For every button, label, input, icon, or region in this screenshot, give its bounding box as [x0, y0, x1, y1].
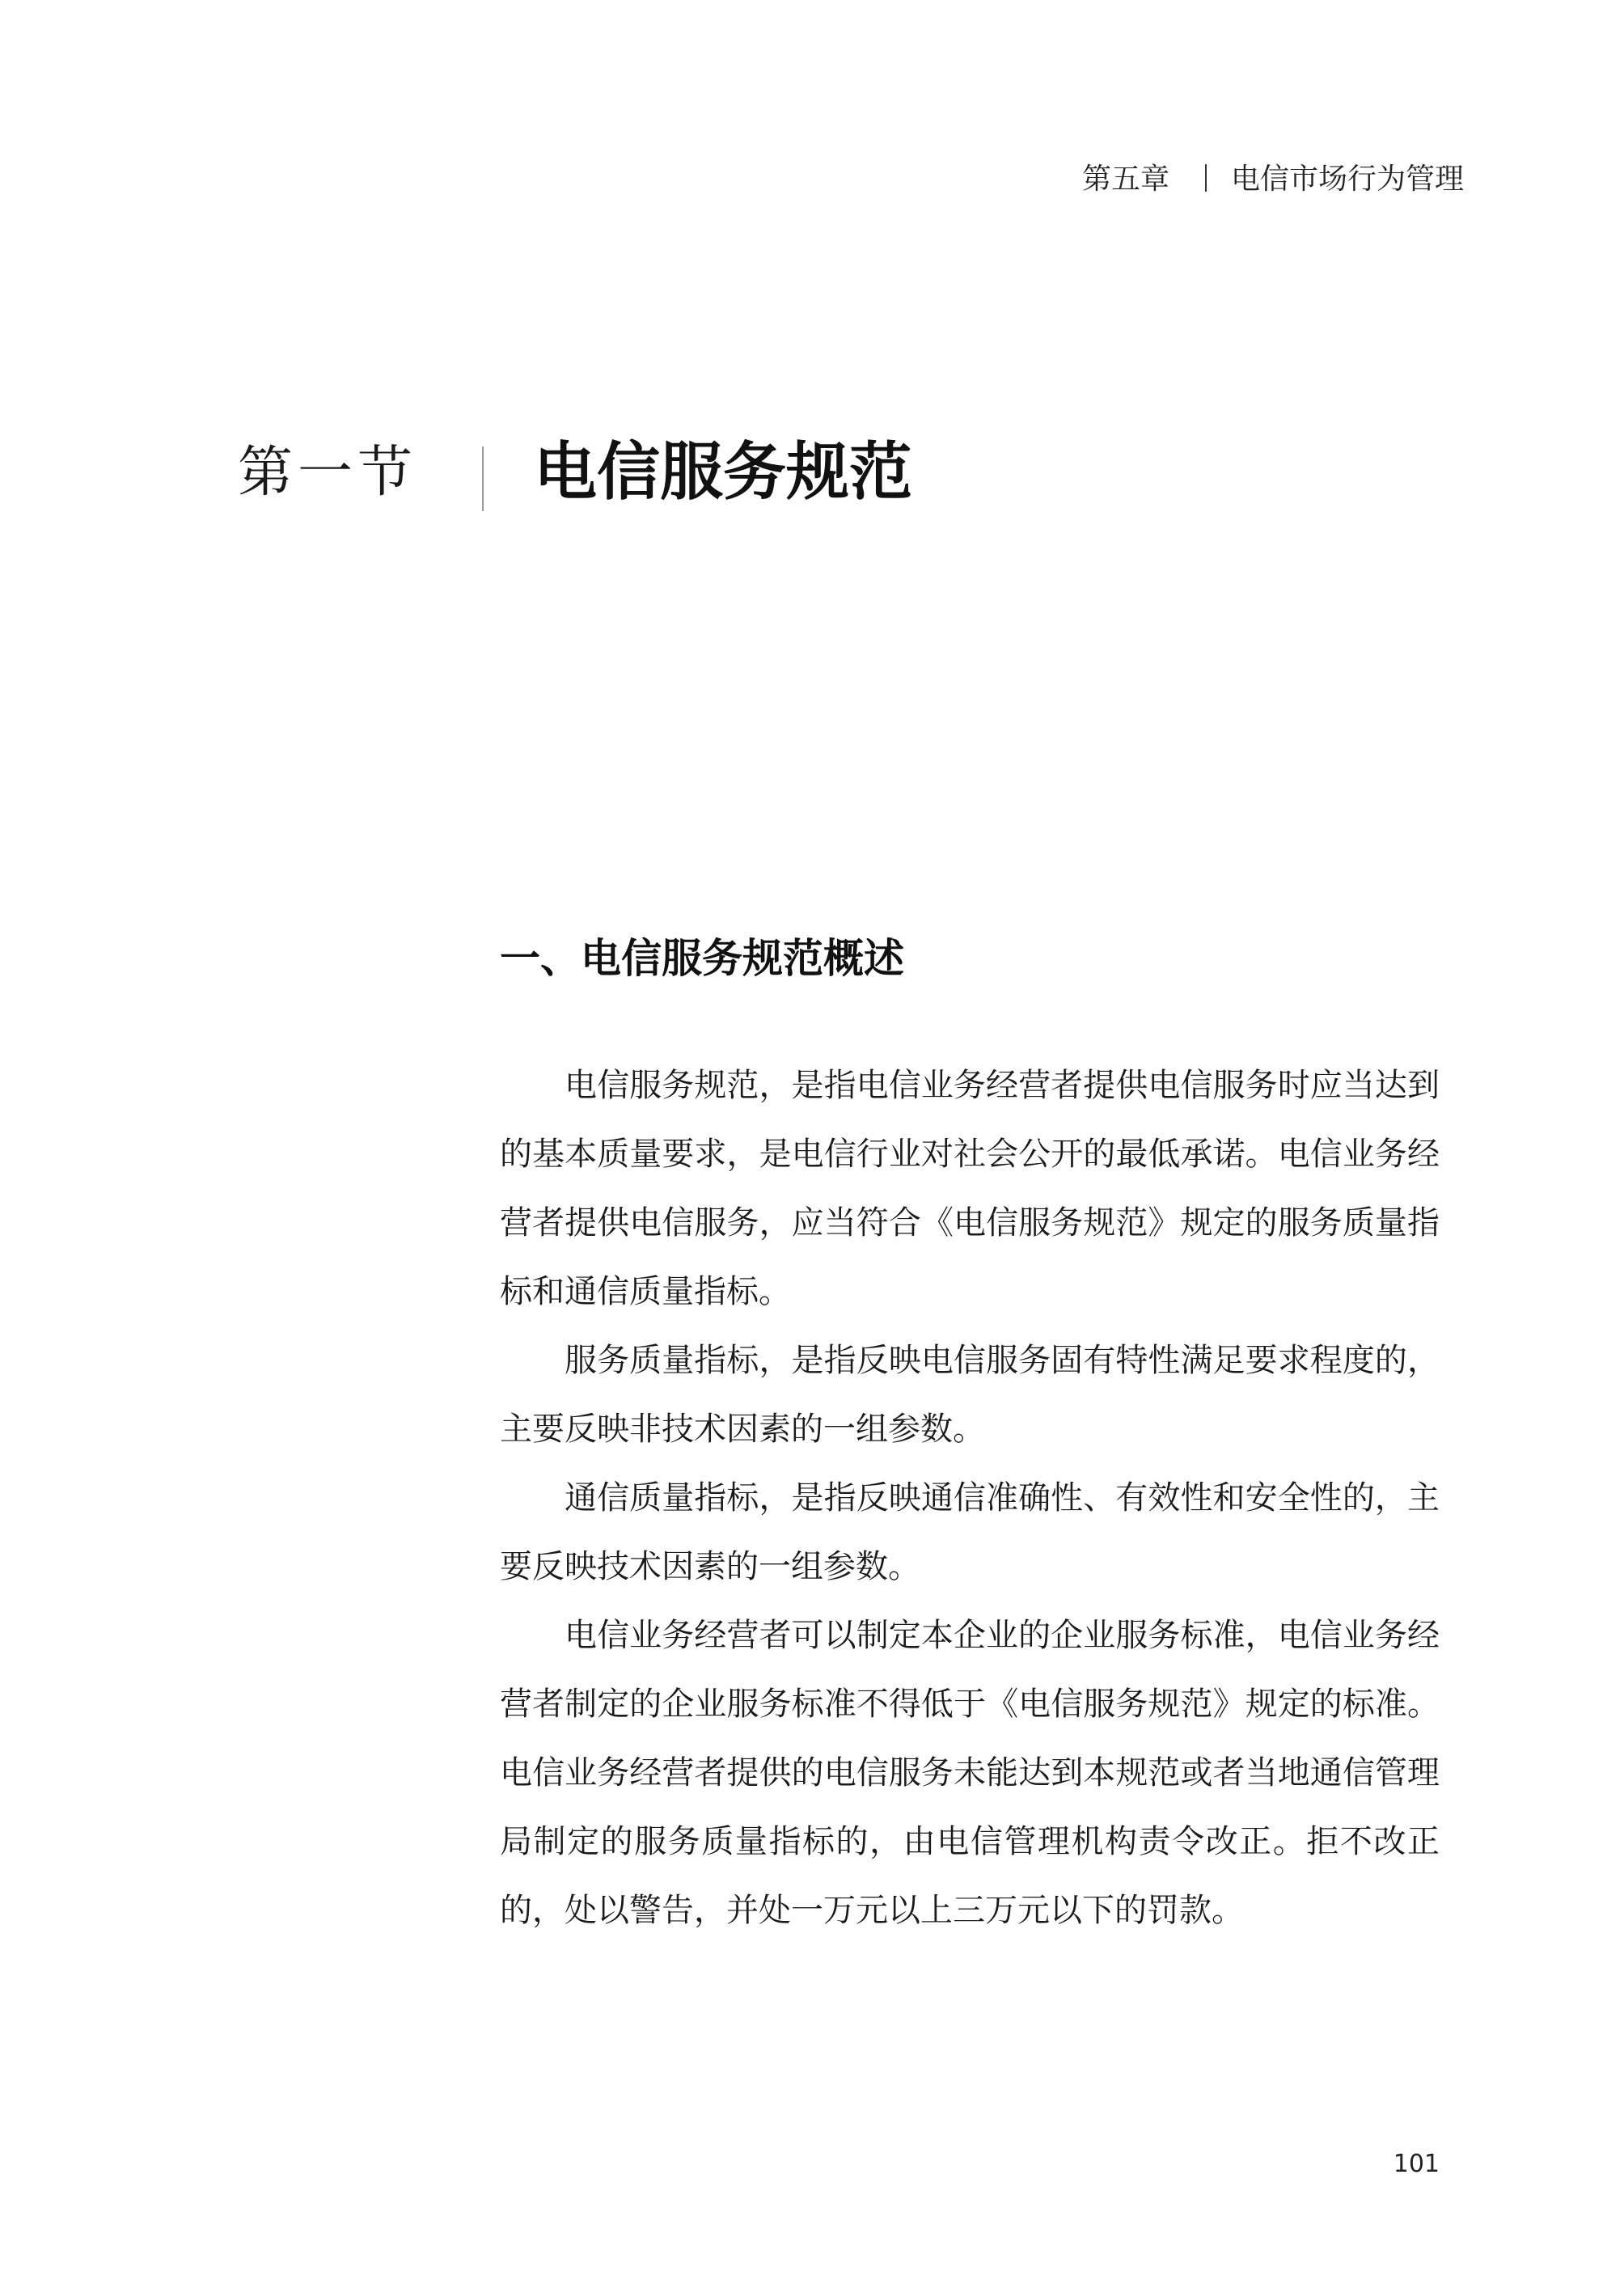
subsection-heading: 一、电信服务规范概述	[500, 934, 904, 982]
section-title: 电信服务规范	[534, 436, 913, 509]
running-header-divider	[1205, 164, 1207, 192]
page-number: 101	[1393, 2150, 1440, 2178]
paragraph: 通信质量指标，是指反映通信准确性、有效性和安全性的，主要反映技术因素的一组参数。	[500, 1479, 1440, 1585]
section-number: 第一节	[238, 441, 418, 505]
running-header	[1082, 159, 1464, 201]
body-text	[500, 1051, 1440, 1945]
running-header-title: 电信市场行为管理	[1230, 163, 1464, 196]
paragraph: 电信业务经营者可以制定本企业的企业服务标准，电信业务经营者制定的企业服务标准不得低于《电信服务规范》规定的标准。电信业务经营者提供的电信服务未能达到本规范或者当地通信管理局制定的服务质量指标的，由电信管理机构责令改正。拒不改正的，处以警告，并处一万元以上三万元以下的罚款。	[500, 1617, 1440, 1929]
paragraph: 服务质量指标，是指反映电信服务固有特性满足要求程度的，主要反映非技术因素的一组参数。	[500, 1342, 1440, 1448]
paragraph: 电信服务规范，是指电信业务经营者提供电信服务时应当达到的基本质量要求，是电信行业对社会公开的最低承诺。电信业务经营者提供电信服务，应当符合《电信服务规范》规定的服务质量指标和通信质量指标。	[500, 1067, 1440, 1310]
running-header-chapter: 第五章	[1081, 163, 1169, 196]
section-divider	[482, 446, 484, 511]
